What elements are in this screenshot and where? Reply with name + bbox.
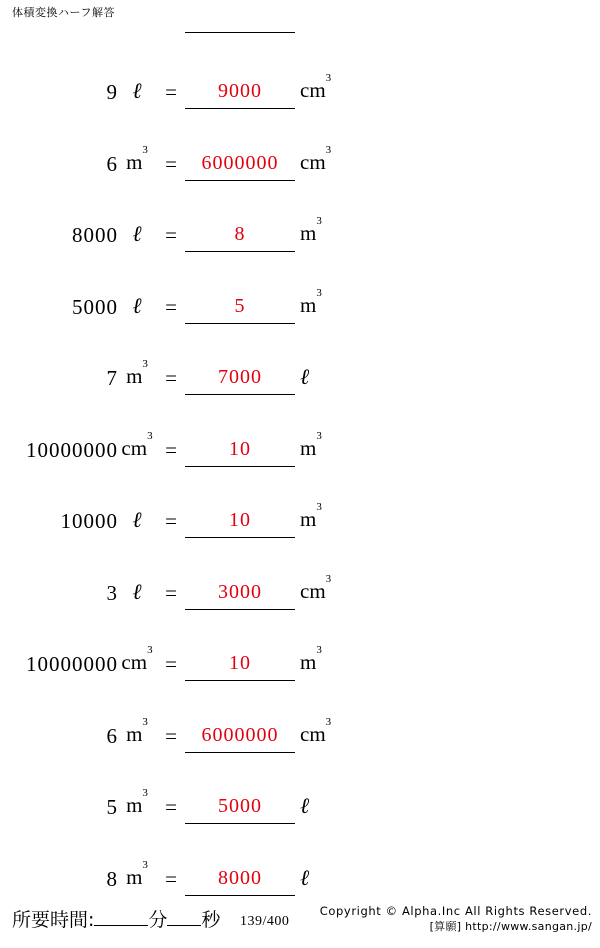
answer-unit: ℓ [300, 793, 310, 818]
answer-unit: ℓ [300, 364, 310, 389]
answer-unit: $cm^3$ [300, 72, 332, 102]
equals-sign: = [165, 151, 177, 176]
equals-sign: = [165, 795, 177, 819]
equals-sign: = [165, 294, 177, 319]
equals-sign: = [165, 652, 177, 676]
answer-value: 8000 [218, 866, 262, 889]
problem-row [0, 56, 600, 128]
problem-unit: $m^3$ [126, 858, 148, 889]
problem-unit: $m^3$ [126, 358, 148, 388]
problem-unit: ℓ [132, 78, 142, 103]
seconds-blank[interactable] [167, 925, 201, 926]
problem-row [0, 199, 600, 271]
answer-blank-line[interactable] [185, 537, 295, 538]
equals-sign: = [165, 366, 177, 390]
answer-unit: ℓ [300, 864, 310, 890]
equals-sign: = [165, 223, 177, 247]
problem-value: 6 [106, 723, 118, 748]
answer-blank-line[interactable] [185, 466, 295, 467]
answer-blank-line[interactable] [185, 895, 295, 896]
problem-value: 8 [106, 866, 118, 891]
answer-unit: $m^3$ [300, 215, 322, 245]
credit-line: [算願] http://www.sangan.jp/ [429, 920, 592, 933]
minutes-blank[interactable] [94, 925, 148, 926]
problem-value: 6 [106, 151, 118, 176]
problem-unit: ℓ [132, 578, 142, 604]
problem-row [0, 557, 600, 629]
minutes-unit: 分 [148, 909, 168, 931]
equals-sign: = [165, 509, 177, 533]
answer-blank-line[interactable] [185, 394, 295, 395]
problem-row [0, 128, 600, 200]
elapsed-time-field [12, 905, 220, 932]
problem-unit: $cm^3$ [121, 644, 153, 674]
problem-value: 9 [106, 80, 118, 104]
seconds-unit: 秒 [201, 909, 221, 931]
problem-unit: $m^3$ [126, 715, 148, 746]
equals-sign: = [165, 866, 177, 891]
answer-blank-line[interactable] [185, 680, 295, 681]
answer-unit: $m^3$ [300, 429, 322, 460]
equals-sign: = [165, 80, 177, 104]
problem-row [0, 700, 600, 772]
problem-row [0, 414, 600, 486]
answer-value: 10 [229, 509, 251, 531]
answer-unit: $cm^3$ [300, 143, 332, 174]
answer-unit: $cm^3$ [300, 572, 332, 603]
answer-value: 5000 [218, 795, 262, 817]
problem-unit: ℓ [132, 221, 142, 246]
problem-value: 5 [106, 795, 118, 819]
answer-blank-line[interactable] [185, 251, 295, 252]
answer-unit: $cm^3$ [300, 715, 332, 746]
answer-blank-line[interactable] [185, 823, 295, 824]
header-blank-line [185, 14, 295, 33]
answer-value: 9000 [218, 80, 262, 102]
equals-sign: = [165, 437, 177, 462]
answer-blank-line[interactable] [185, 108, 295, 109]
problem-value: 10000000 [26, 652, 118, 676]
problem-unit: $m^3$ [126, 143, 148, 174]
elapsed-time-label: 所要時間: [12, 909, 95, 931]
page-title: 体積変換ハーフ解答 [12, 6, 115, 19]
problem-value: 7 [106, 366, 118, 390]
answer-value: 7000 [218, 366, 262, 388]
equals-sign: = [165, 580, 177, 605]
problem-row [0, 271, 600, 343]
answer-unit: $m^3$ [300, 286, 322, 317]
problem-value: 10000 [60, 509, 118, 533]
problem-unit: $m^3$ [126, 787, 148, 817]
page-number: 139/400 [240, 914, 290, 929]
answer-blank-line[interactable] [185, 180, 295, 181]
answer-unit: $m^3$ [300, 644, 322, 674]
answer-unit: $m^3$ [300, 501, 322, 531]
answer-value: 3000 [218, 580, 262, 603]
problem-unit: $cm^3$ [121, 429, 153, 460]
problem-value: 3 [106, 580, 118, 605]
problem-row [0, 628, 600, 700]
problem-unit: ℓ [132, 507, 142, 532]
copyright-notice: Copyright © Alpha.Inc All Rights Reserved. [319, 904, 592, 918]
answer-value: 10 [229, 652, 251, 674]
equals-sign: = [165, 723, 177, 748]
answer-value: 10 [229, 437, 251, 460]
answer-value: 6000000 [201, 723, 279, 746]
problem-value: 5000 [72, 294, 118, 319]
problem-row [0, 342, 600, 414]
answer-blank-line[interactable] [185, 752, 295, 753]
answer-blank-line[interactable] [185, 323, 295, 324]
answer-value: 5 [234, 294, 246, 317]
problem-unit: ℓ [132, 292, 142, 318]
problem-list [0, 56, 600, 914]
problem-value: 10000000 [26, 437, 118, 462]
problem-row [0, 485, 600, 557]
answer-value: 8 [234, 223, 246, 245]
answer-value: 6000000 [201, 151, 279, 174]
problem-row [0, 771, 600, 843]
answer-blank-line[interactable] [185, 609, 295, 610]
problem-value: 8000 [72, 223, 118, 247]
